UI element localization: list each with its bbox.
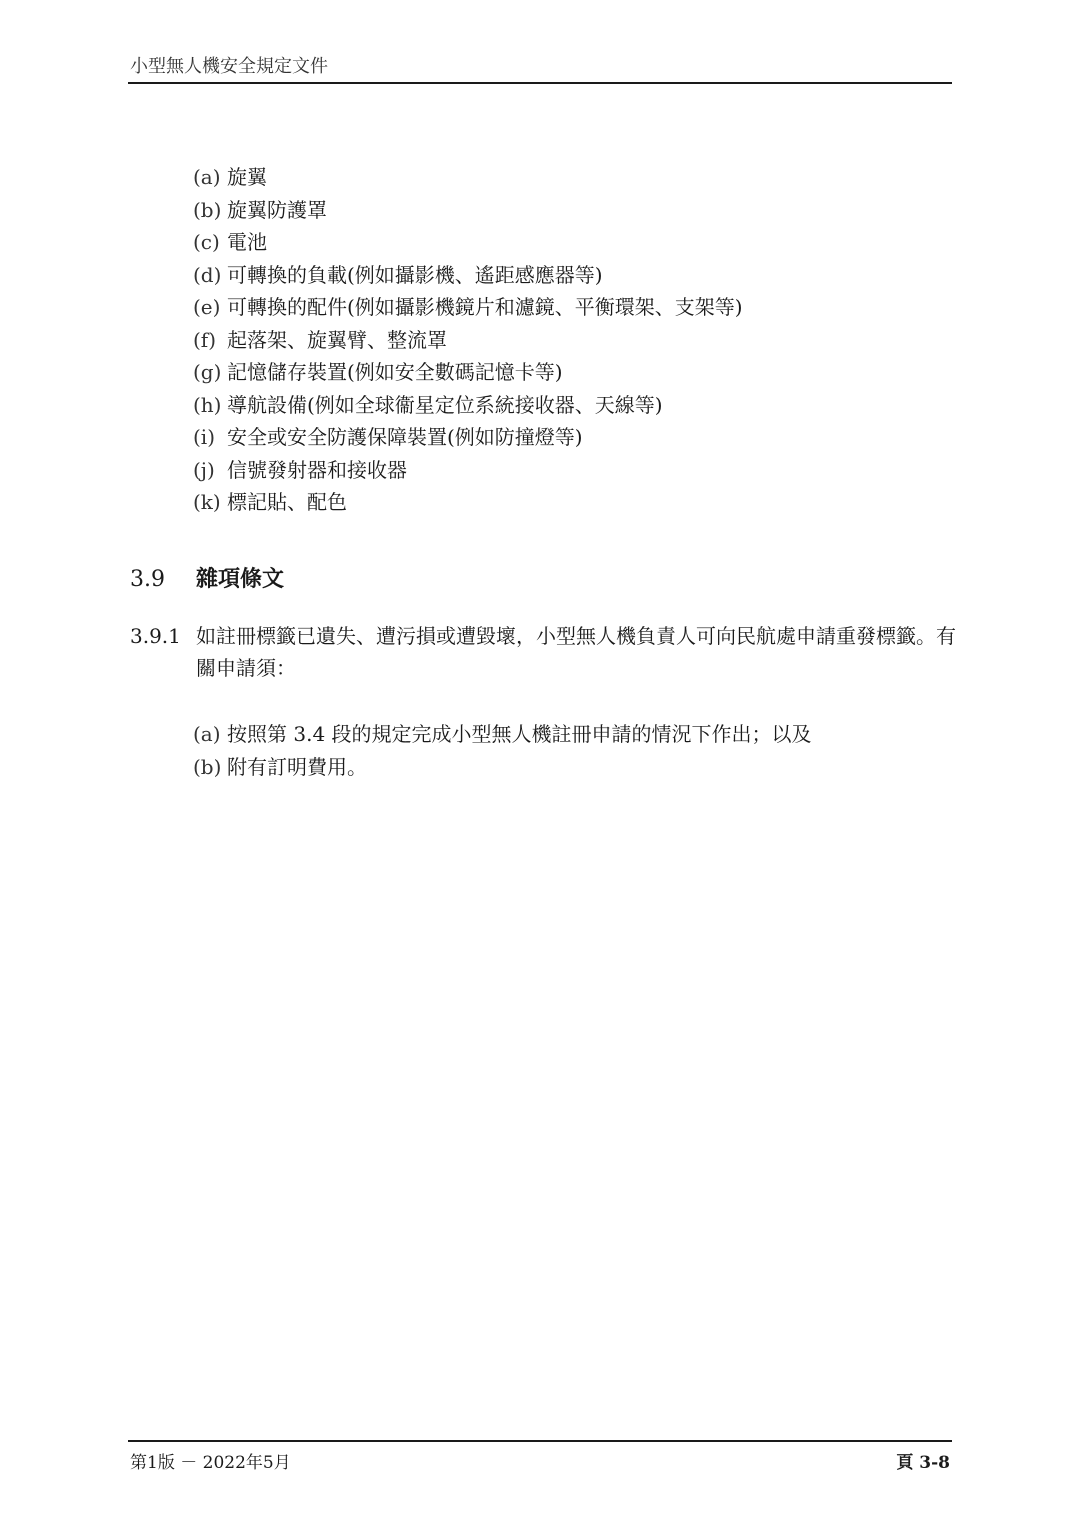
list-item-text: 標記貼、配色: [227, 490, 347, 514]
list-marker: (h): [193, 392, 222, 417]
list-marker: (f): [193, 327, 217, 352]
list-marker: (a): [193, 722, 221, 746]
list-marker: (d): [193, 262, 222, 287]
list-item-text: 起落架、旋翼臂、整流罩: [227, 327, 447, 352]
footer-page-number: 頁 3-8: [896, 1453, 950, 1473]
list-item-text: 電池: [227, 230, 267, 254]
page-footer: [128, 1440, 952, 1473]
section-heading: [130, 562, 284, 593]
list-item-text: 安全或安全防護保障裝置(例如防撞燈等): [227, 425, 583, 449]
list-marker: (c): [193, 230, 220, 254]
list-item: [193, 161, 743, 194]
list-item: [193, 226, 743, 259]
list-item-text: 旋翼防護罩: [227, 197, 327, 222]
requirements-list: [193, 718, 812, 783]
list-item-text: 可轉換的配件(例如攝影機鏡片和濾鏡、平衡環架、支架等): [227, 295, 743, 319]
list-item: [193, 291, 743, 324]
clause-number: 3.9.1: [130, 624, 181, 648]
list-item: [193, 454, 743, 487]
list-marker: (g): [193, 360, 222, 384]
list-item: [193, 751, 812, 784]
list-marker: (a): [193, 165, 221, 189]
list-item-text: 按照第 3.4 段的規定完成小型無人機註冊申請的情況下作出；以及: [227, 722, 812, 746]
clause-text: 如註冊標籤已遺失、遭污損或遭毀壞，小型無人機負責人可向民航處申請重發標籤。有關申請須：: [196, 624, 956, 680]
list-item: [193, 356, 743, 389]
list-marker: (b): [193, 754, 222, 779]
footer-edition: 第1版 － 2022年5月: [130, 1453, 291, 1473]
list-marker: (j): [193, 457, 215, 482]
list-item: [193, 324, 743, 357]
list-marker: (e): [193, 295, 221, 319]
list-item: [193, 421, 743, 454]
list-item-text: 附有訂明費用。: [227, 754, 367, 779]
list-marker: (b): [193, 197, 222, 222]
list-item: [193, 486, 743, 519]
list-item: [193, 194, 743, 227]
section-number: 3.9: [130, 567, 165, 592]
list-marker: (k): [193, 490, 221, 514]
list-item-text: 記憶儲存裝置(例如安全數碼記憶卡等): [227, 360, 563, 384]
list-item-text: 可轉換的負載(例如攝影機、遙距感應器等): [227, 262, 603, 287]
page-header: [128, 50, 952, 84]
list-marker: (i): [193, 425, 216, 449]
components-list: [193, 161, 743, 519]
list-item-text: 旋翼: [227, 165, 267, 189]
list-item-text: 信號發射器和接收器: [227, 457, 407, 482]
section-title: 雜項條文: [196, 566, 285, 592]
header-title: 小型無人機安全規定文件: [130, 56, 328, 77]
list-item-text: 導航設備(例如全球衞星定位系統接收器、天線等): [227, 392, 663, 417]
list-item: [193, 389, 743, 422]
list-item: [193, 718, 812, 751]
list-item: [193, 259, 743, 292]
